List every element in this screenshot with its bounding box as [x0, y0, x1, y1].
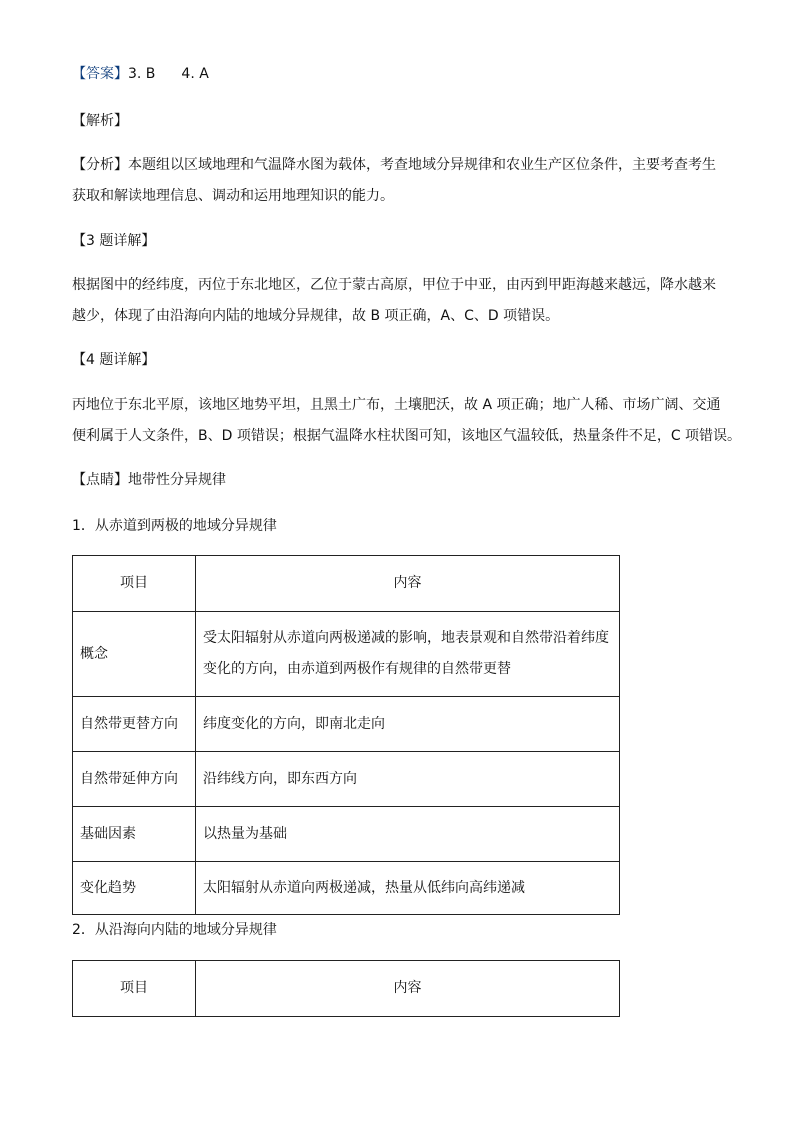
- table-cell-item: 变化趋势: [73, 862, 196, 915]
- q3-line1: 根据图中的经纬度，丙位于东北地区，乙位于蒙古高原，甲位于中亚，由丙到甲距海越来越远，降水越来: [72, 277, 716, 293]
- table-cell-item: 基础因素: [73, 807, 196, 862]
- analysis-heading: 【解析】: [72, 113, 128, 129]
- table-cell-content: 受太阳辐射从赤道向两极递减的影响，地表景观和自然带沿着纬度变化的方向，由赤道到两极作有规律的自然带更替: [196, 612, 620, 697]
- q3-line2: 越少，体现了由沿海向内陆的地域分异规律，故 B 项正确，A、C、D 项错误。: [72, 308, 560, 324]
- table-cell-content: 太阳辐射从赤道向两极递减，热量从低纬向高纬递减: [196, 862, 620, 915]
- table-cell-content: 纬度变化的方向，即南北走向: [196, 697, 620, 752]
- table-cell-content: 沿纬线方向，即东西方向: [196, 752, 620, 807]
- table-header-item: 项目: [73, 961, 196, 1017]
- q4-line2: 便利属于人文条件，B、D 项错误；根据气温降水柱状图可知，该地区气温较低，热量条件不足，C 项错误。: [72, 428, 742, 444]
- fenxi-line1: [72, 150, 732, 181]
- table-land-sea: [72, 960, 620, 1017]
- table-cell-content: 以热量为基础: [196, 807, 620, 862]
- table-cell-item: 自然带延伸方向: [73, 752, 196, 807]
- section2-title: 2．从沿海向内陆的地域分异规律: [72, 922, 277, 938]
- dianjing-label: 【点睛】: [72, 472, 128, 488]
- q4-heading: 【4 题详解】: [72, 352, 156, 368]
- table-cell-item: 自然带更替方向: [73, 697, 196, 752]
- fenxi-text1: 本题组以区域地理和气温降水图为载体，考查地域分异规律和农业生产区位条件，主要考查考生: [128, 157, 716, 173]
- table-header-content: 内容: [196, 556, 620, 612]
- table-row: [73, 807, 620, 862]
- q4-line1: 丙地位于东北平原，该地区地势平坦，且黑土广布，土壤肥沃，故 A 项正确；地广人稀、市场广阔、交通: [72, 397, 721, 413]
- section1-title: 1．从赤道到两极的地域分异规律: [72, 518, 277, 534]
- table-row: [73, 752, 620, 807]
- answer-line: [72, 59, 732, 90]
- answer-4: 4. A: [181, 66, 209, 82]
- q3-heading: 【3 题详解】: [72, 233, 156, 249]
- dianjing-line: [72, 465, 732, 496]
- answer-3: 3. B: [128, 66, 156, 82]
- table-latitudinal: [72, 555, 620, 915]
- table-header-row: [73, 961, 620, 1017]
- fenxi-line2: 获取和解读地理信息、调动和运用地理知识的能力。: [72, 188, 394, 204]
- table-header-content: 内容: [196, 961, 620, 1017]
- table-row: [73, 697, 620, 752]
- table-header-item: 项目: [73, 556, 196, 612]
- answer-label: 【答案】: [72, 66, 128, 82]
- dianjing-text: 地带性分异规律: [128, 472, 226, 488]
- table-cell-item: 概念: [73, 612, 196, 697]
- table-row: [73, 612, 620, 697]
- table-header-row: [73, 556, 620, 612]
- table-row: [73, 862, 620, 915]
- fenxi-label: 【分析】: [72, 157, 128, 173]
